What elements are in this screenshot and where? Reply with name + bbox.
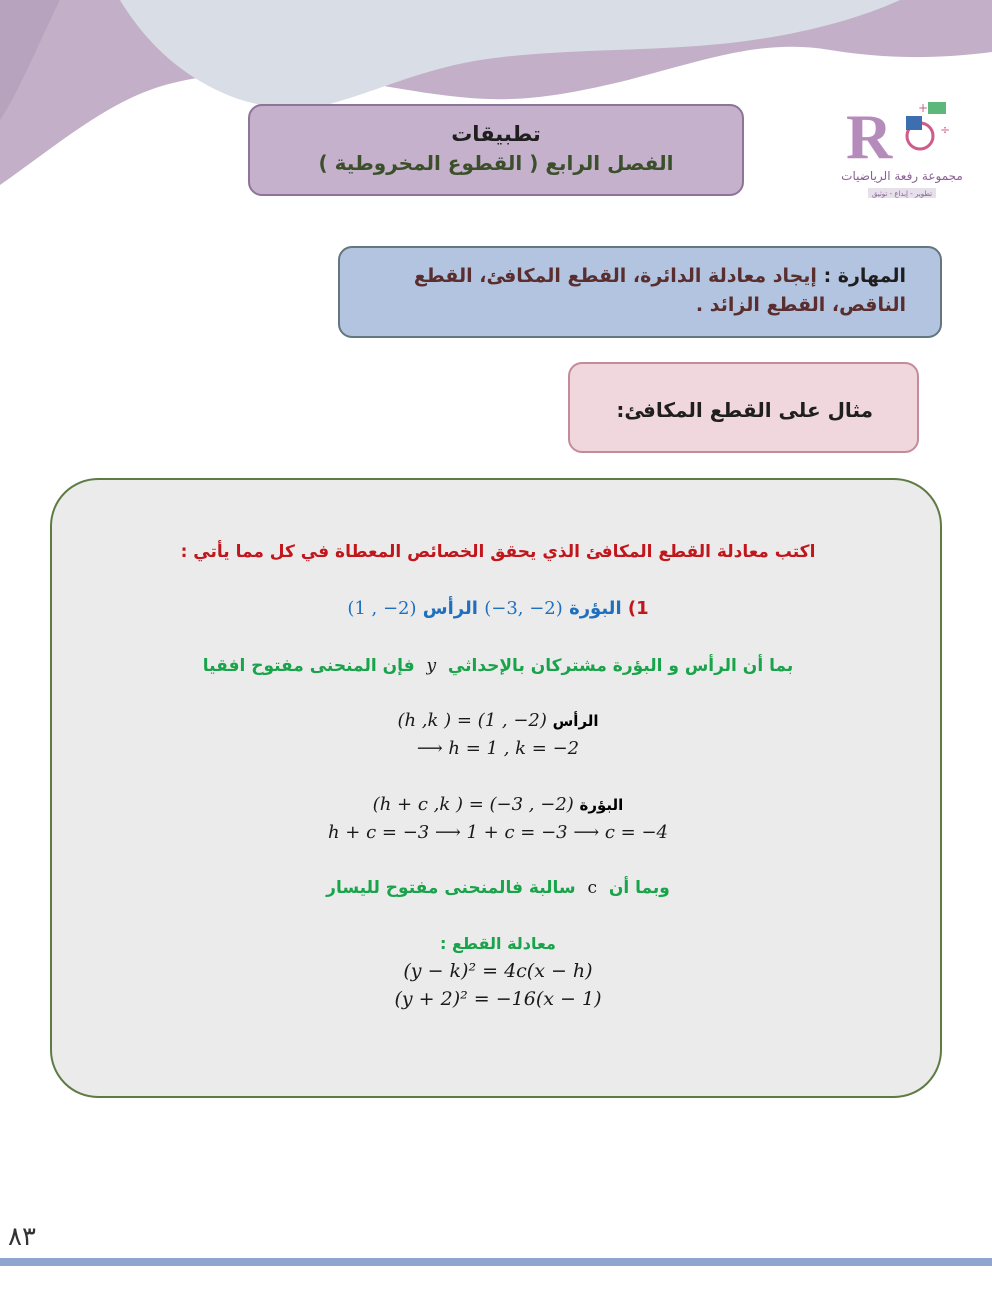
- chapter-title: الفصل الرابع ( القطوع المخروطية ): [318, 151, 674, 175]
- svg-text:+: +: [918, 101, 929, 115]
- title-box: [248, 104, 744, 196]
- focus-label: البؤرة: [569, 598, 622, 619]
- focus-equation: [52, 794, 944, 815]
- svg-text:R: R: [846, 101, 893, 172]
- solution-focus-label: البؤرة: [579, 796, 624, 814]
- focus-eq: (h + c ,k ) = (−3 , −2): [372, 794, 574, 815]
- problem-item: [52, 598, 944, 619]
- focus-value: (−3, −2): [484, 598, 563, 619]
- vertex-label: الرأس: [422, 598, 478, 619]
- logo-image: [840, 96, 966, 208]
- final-equation: (y + 2)² = −16(x − 1): [394, 988, 602, 1010]
- skill-box: [338, 246, 942, 338]
- example-card: [50, 478, 942, 1098]
- vertex-eq: (h ,k ) = (1 , −2): [397, 710, 547, 731]
- vertex-equation: [52, 710, 944, 731]
- note2-after: سالبة فالمنحنى مفتوح لليسار: [326, 878, 576, 898]
- logo-name: مجموعة رفعة الرياضيات: [841, 169, 963, 183]
- note1-before: بما أن الرأس و البؤرة مشتركان بالإحداثي: [447, 656, 794, 676]
- page-number: ٨٣: [8, 1222, 36, 1252]
- note1-after: فإن المنحنى مفتوح افقيا: [202, 656, 415, 676]
- equation-label: معادلة القطع :: [440, 934, 556, 953]
- solution-vertex-label: الرأس: [552, 712, 599, 730]
- focus-result: h + c = −3 ⟶ 1 + c = −3 ⟶ c = −4: [327, 822, 668, 843]
- page-title: تطبيقات: [451, 122, 541, 146]
- general-equation: (y − k)² = 4c(x − h): [403, 960, 593, 982]
- footer-bar: [0, 1258, 992, 1266]
- example-heading: مثال على القطع المكافئ:: [616, 398, 873, 422]
- note2-before: وبما أن: [608, 878, 670, 898]
- example-heading-box: [568, 362, 919, 453]
- svg-text:÷: ÷: [940, 123, 951, 137]
- skill-text: إيجاد معادلة الدائرة، القطع المكافئ، القطع الناقص، القطع الزائد .: [413, 265, 906, 316]
- item-number: 1): [627, 598, 649, 619]
- note1-var: y: [426, 656, 437, 676]
- vertex-value: (1 , −2): [347, 598, 417, 619]
- skill-label: المهارة :: [823, 265, 906, 287]
- vertex-result: ⟶ h = 1 , k = −2: [416, 738, 580, 759]
- logo-tagline: تطوير - إبداع - توثيق: [871, 190, 933, 198]
- note-direction: [52, 878, 944, 898]
- note-axis: [52, 656, 944, 676]
- note2-var: c: [587, 878, 597, 898]
- problem-instruction: اكتب معادلة القطع المكافئ الذي يحقق الخصائص المعطاة في كل مما يأتي :: [180, 542, 816, 562]
